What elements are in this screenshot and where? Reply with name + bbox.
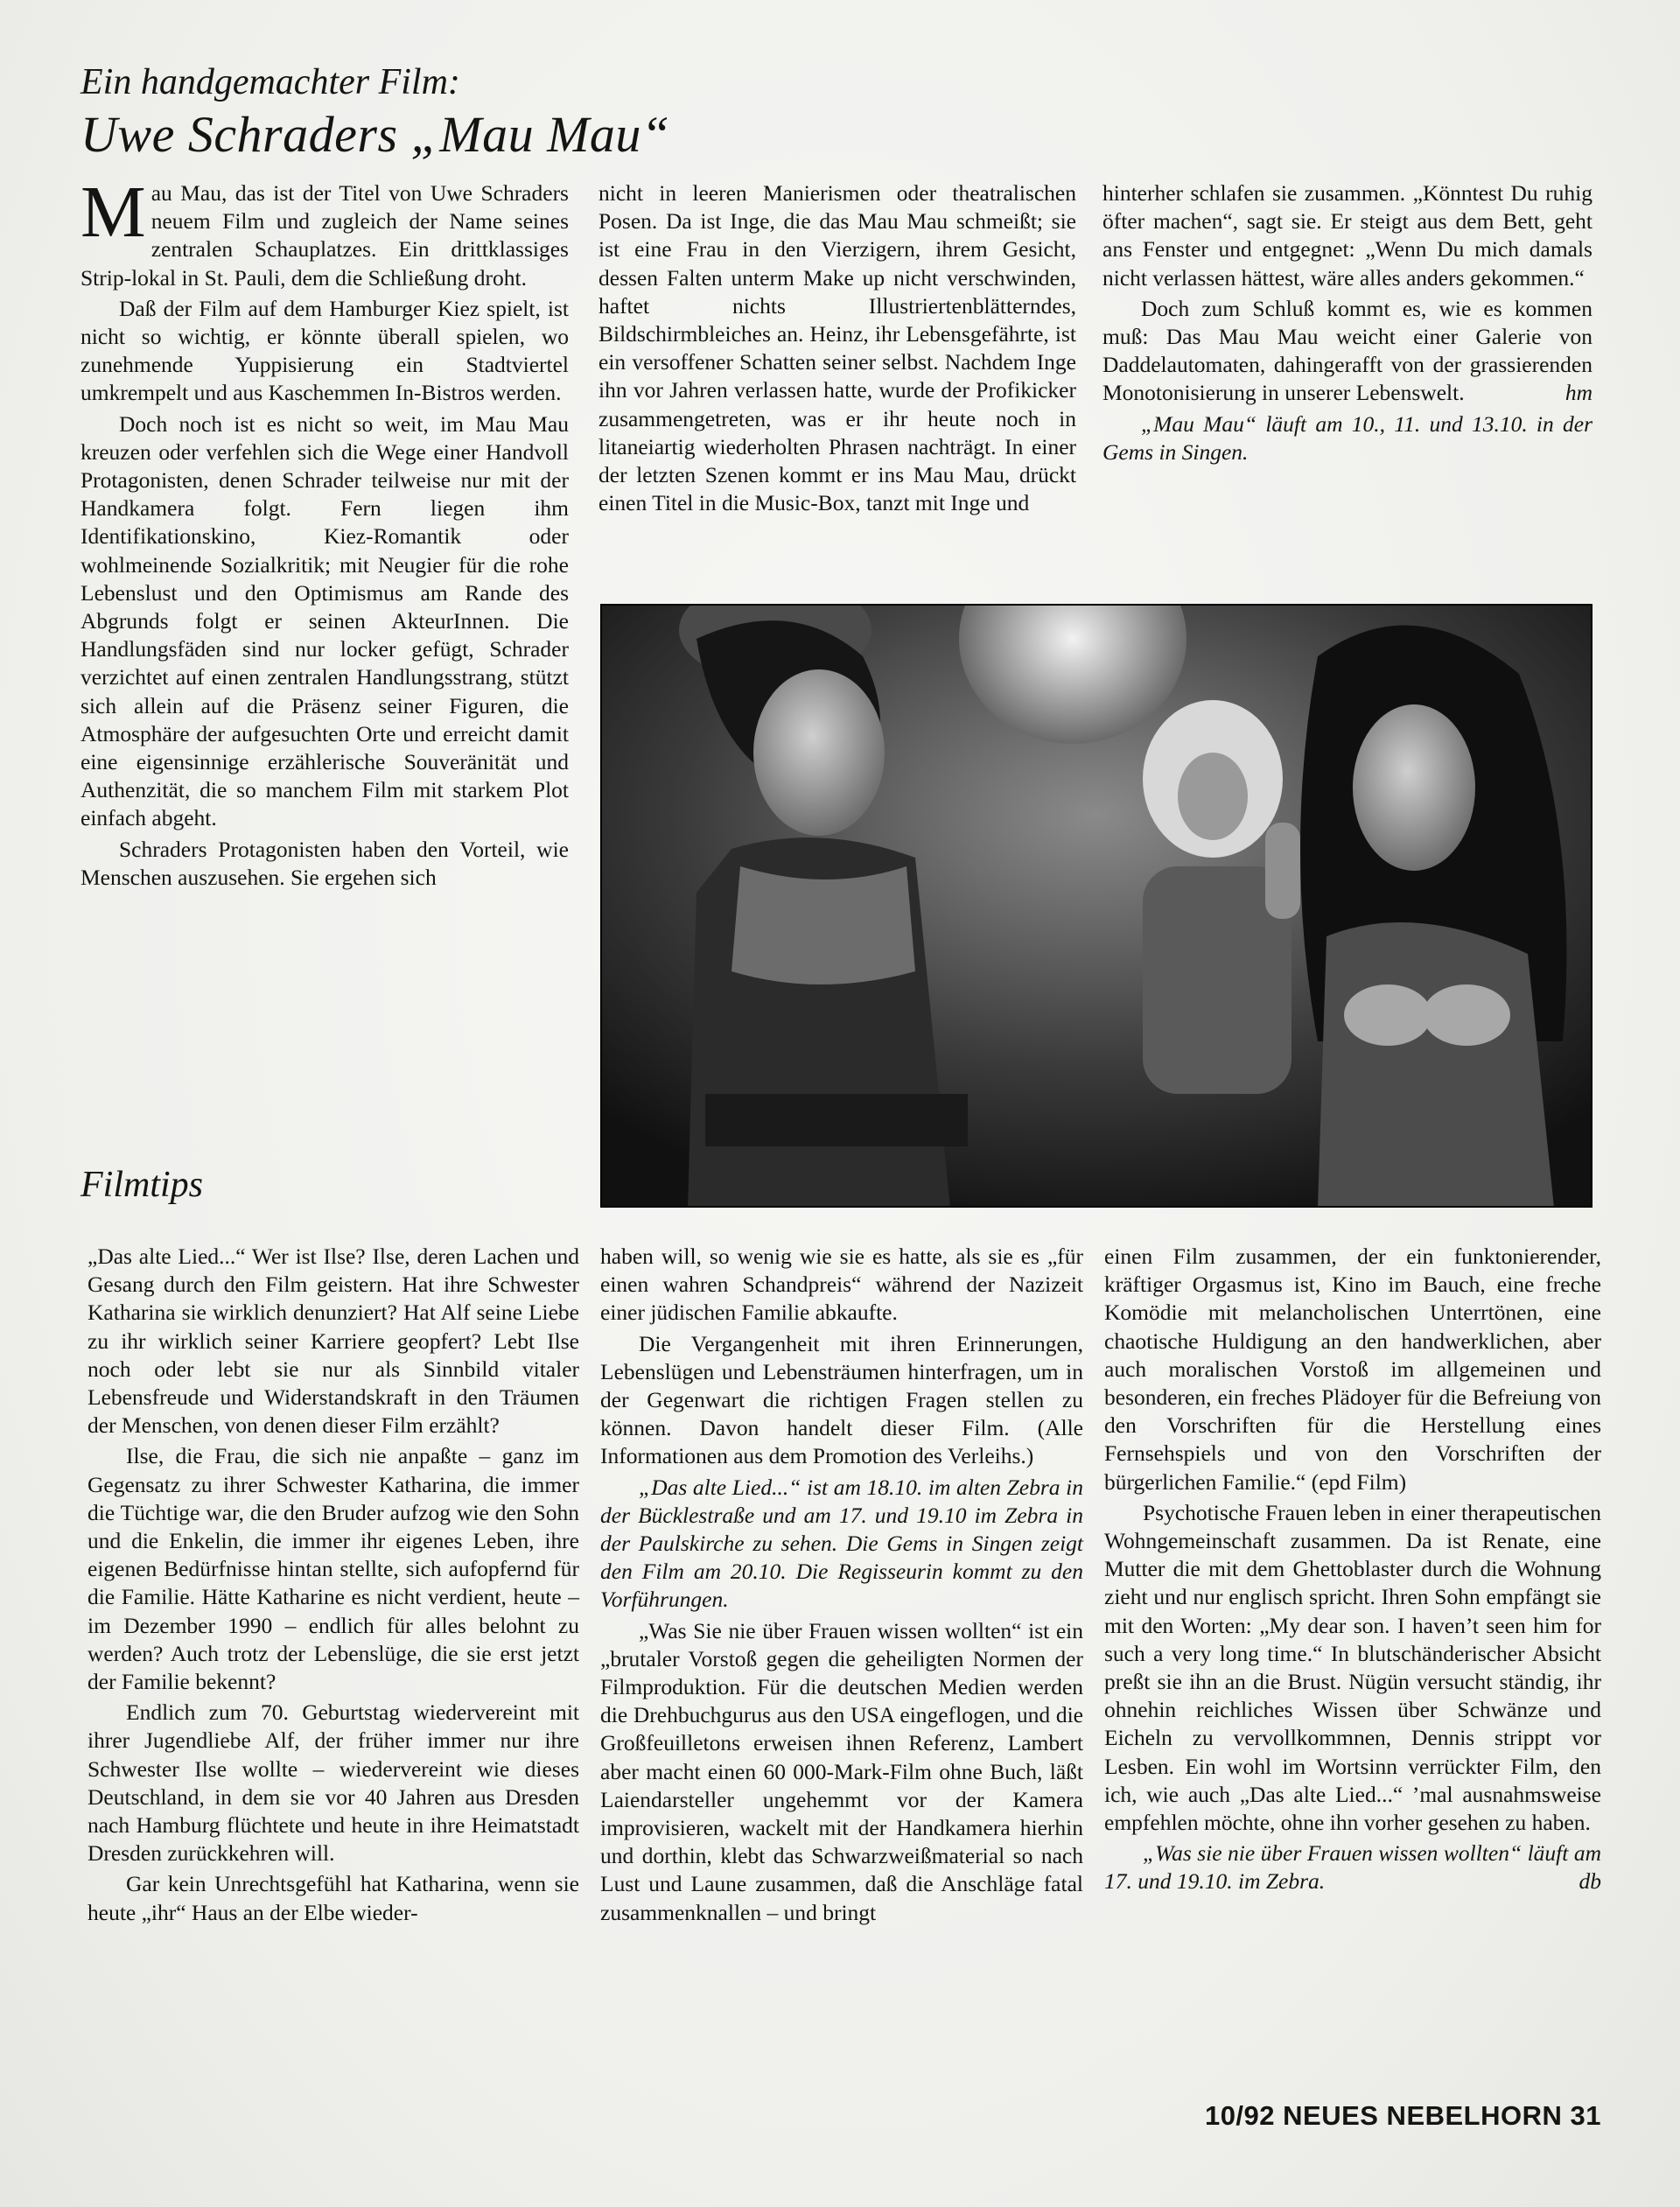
article-column-2 — [598, 179, 1076, 520]
author-signature: hm — [1564, 380, 1592, 406]
filmtips-column-3 — [1104, 1243, 1601, 1899]
filmtips-paragraph: „Was Sie nie über Frauen wissen wollten“ ist ein „brutaler Vorstoß gegen die geheiligten Normen der Filmproduktion. Für die deutschen Medien werden die Drehbuchgurus aus den USA eingeflogen, und die Großfeuilletons erweisen ihnen Referenz, Lambert aber macht einen 60 000-Mark-Film ohne Buch, läßt Laiendarsteller ungehemmt vor der Kamera improvisieren, wackelt mit der Handkamera hierhin und dorthin, klebt das Schwarzweißmaterial so nach Lust und Laune zusammen, daß die Anschläge fatal zusammenknallen – und bringt — [600, 1617, 1083, 1925]
filmtips-paragraph: Ilse, die Frau, die sich nie anpaßte – ganz im Gegensatz zu ihrer Schwester Katharina, die immer die Tüchtige war, die den Bruder aufzog wie den Sohn und die Enkelin, die immer ihr eigenes Leben, ihre eigenen Bedürfnisse hintan stellte, sich aufopfernd für die Familie. Hätte Katharine es nicht verdient, heute – im Dezember 1990 – endlich für alles belohnt zu werden? Auch trotz der Lebenslüge, die sie erst jetzt der Familie bekennt? — [88, 1443, 579, 1695]
filmtips-paragraph: „Das alte Lied...“ Wer ist Ilse? Ilse, deren Lachen und Gesang durch den Film geistern. Hat ihre Schwester Katharina sie wirklich denunziert? Hat Alf seine Liebe zu ihr wirklich seiner Karriere geopfert? Lebt Ilse noch oder lebt sie nur als Sinnbild vitaler Lebensfreude und Widerstandskraft in den Träumen der Menschen, von denen dieser Film erzählt? — [88, 1244, 579, 1439]
page-footer: 10/92 NEUES NEBELHORN 31 — [1204, 2100, 1601, 2131]
filmtips-paragraph: Endlich zum 70. Geburtstag wiedervereint mit ihrer Jugendliebe Alf, der früher immer nur ihre Schwester Ilse wollte – wiedervereint wie dieses Deutschland, in dem sie vor 40 Jahren aus Dresden nach Hamburg flüchtete und heute in ihre Heimatstadt Dresden zurückkehren will. — [88, 1699, 579, 1867]
filmtips-paragraph: Gar kein Unrechtsgefühl hat Katharina, wenn sie heute „ihr“ Haus an der Elbe wieder- — [88, 1871, 579, 1925]
article-paragraph: Mau Mau, das ist der Titel von Uwe Schraders neuem Film und zugleich der Name seines zentralen Schauplatzes. Ein drittklassiges Strip-lokal in St. Pauli, dem die Schließung droht. — [80, 172, 569, 291]
article-column-1 — [80, 172, 569, 894]
film-still-photo — [600, 604, 1592, 1208]
article-kicker: Ein handgemachter Film: — [80, 62, 460, 102]
filmtips-column-2 — [600, 1243, 1083, 1930]
article-paragraph: Doch noch ist es nicht so weit, im Mau Mau kreuzen oder verfehlen sich die Wege einer Handvoll Protagonisten, denen Schrader teilweise nur mit der Handkamera folgt. Fern liegen ihm Identifikationskino, Kiez-Romantik oder wohlmeinende Sozialkritik; mit Neugier für die rohe Lebenslust und den Optimismus am Rande des Abgrunds folgt er seinen AkteurInnen. Die Handlungsfäden sind nur locker gefügt, Schrader verzichtet auf einen zentralen Handlungsstrang, stützt sich allein auf die Präsenz seiner Figuren, die Atmosphäre der aufgesuchten Orte und erreicht damit eine eigensinnige erzählerische Souveränität und Authenzität, die so manchem Film mit starkem Plot einfach abgeht. — [80, 410, 569, 831]
film-still-illustration — [600, 604, 1592, 1208]
filmtips-paragraph: Psychotische Frauen leben in einer therapeutischen Wohngemeinschaft zusammen. Da ist Renate, eine Mutter die mit dem Ghettoblaster durch die Wohnung zieht und nur englisch spricht. Ihren Sohn empfängt sie mit den Worten: „My dear son. I haven’t seen him for such a very long time.“ In blutschänderischer Absicht preßt sie ihn an die Brust. Nügün versucht ständig, ihr ohnehin reichliches Wissen über Schwänze und Eicheln zu vervollkommnen, Dennis strippt vor Lesben. Ein wohl im Wortsinn verrückter Film, den ich, wie auch „Das alte Lied...“ ’mal ausnahmsweise empfehlen möchte, ohne ihn vorher gesehen zu haben. — [1104, 1499, 1601, 1836]
article-column-3 — [1102, 179, 1592, 469]
filmtips-screening-info: „Das alte Lied...“ ist am 18.10. im alten Zebra in der Bücklestraße und am 17. und 19.10 im Zebra in der Paulskirche zu sehen. Die Gems in Singen zeigt den Film am 20.10. Die Regisseurin kommt zu den Vorführungen. — [600, 1474, 1083, 1613]
author-signature: db — [1578, 1868, 1601, 1895]
article-title: Uwe Schraders „Mau Mau“ — [80, 106, 670, 163]
filmtips-screening-info: „Was sie nie über Frauen wissen wollten“ läuft am 17. und 19.10. im Zebra. db — [1104, 1839, 1601, 1895]
drop-cap: M — [80, 172, 146, 253]
filmtips-paragraph: einen Film zusammen, der ein funktonierender, kräftiger Orgasmus ist, Kino im Bauch, eine freche Komödie mit melancholischen Unterrtönen, eine chaotische Huldigung an den handwerklichen, aber auch moralischen Vorstoß im allgemeinen und besonderen, ein freches Plädoyer für die Befreiung von den Vorschriften für die Herstellung eines Fernsehspiels und von den Vorschriften der bürgerlichen Familie.“ (epd Film) — [1104, 1244, 1601, 1495]
article-paragraph: Doch zum Schluß kommt es, wie es kommen muß: Das Mau Mau weicht einer Galerie von Daddelautomaten, dahingerafft von der grassierenden Monotonisierung in unserer Lebenswelt. hm — [1102, 295, 1592, 408]
article-paragraph: Daß der Film auf dem Hamburger Kiez spielt, ist nicht so wichtig, er könnte überall spielen, wo zunehmende Yuppisierung ein Stadtviertel umkrempelt und aus Kaschemmen In-Bistros werden. — [80, 295, 569, 406]
filmtips-column-1 — [88, 1243, 579, 1930]
screening-info: „Mau Mau“ läuft am 10., 11. und 13.10. in der Gems in Singen. — [1102, 410, 1592, 465]
article-paragraph: Schraders Protagonisten haben den Vorteil, wie Menschen auszusehen. Sie ergehen sich — [80, 836, 569, 890]
filmtips-title: Filmtips — [80, 1165, 204, 1205]
filmtips-paragraph: Die Vergangenheit mit ihren Erinnerungen, Lebenslügen und Lebensträumen hinterfragen, um in der Gegenwart die richtigen Fragen stellen zu können. Davon handelt dieser Film. (Alle Informationen aus dem Promotion des Verleihs.) — [600, 1330, 1083, 1469]
article-paragraph: nicht in leeren Manierismen oder theatralischen Posen. Da ist Inge, die das Mau Mau schmeißt; sie ist eine Frau in den Vierzigern, ihrem Gesicht, dessen Falten unterm Make up nicht verschwinden, haftet nichts Illustriertenblätterndes, Bildschirmbleiches an. Heinz, ihr Lebensgefährte, ist ein versoffener Schatten seiner selbst. Nachdem Inge ihn vor Jahren verlassen hatte, wurde der Profikicker zusammengetreten, was er ihr heute noch in litaneiartig wiederholten Phrasen nachträgt. In einer der letzten Szenen kommt er ins Mau Mau, drückt einen Titel in die Music-Box, tanzt mit Inge und — [598, 180, 1076, 516]
filmtips-paragraph: haben will, so wenig wie sie es hatte, als sie es „für einen wahren Schandpreis“ während der Nazizeit einer jüdischen Familie abkaufte. — [600, 1244, 1083, 1326]
article-paragraph: hinterher schlafen sie zusammen. „Könntest Du ruhig öfter machen“, sagt sie. Er steigt aus dem Bett, geht ans Fenster und entgegnet: „Wenn Du mich damals nicht verlassen hättest, wäre alles anders gekommen.“ — [1102, 180, 1592, 291]
